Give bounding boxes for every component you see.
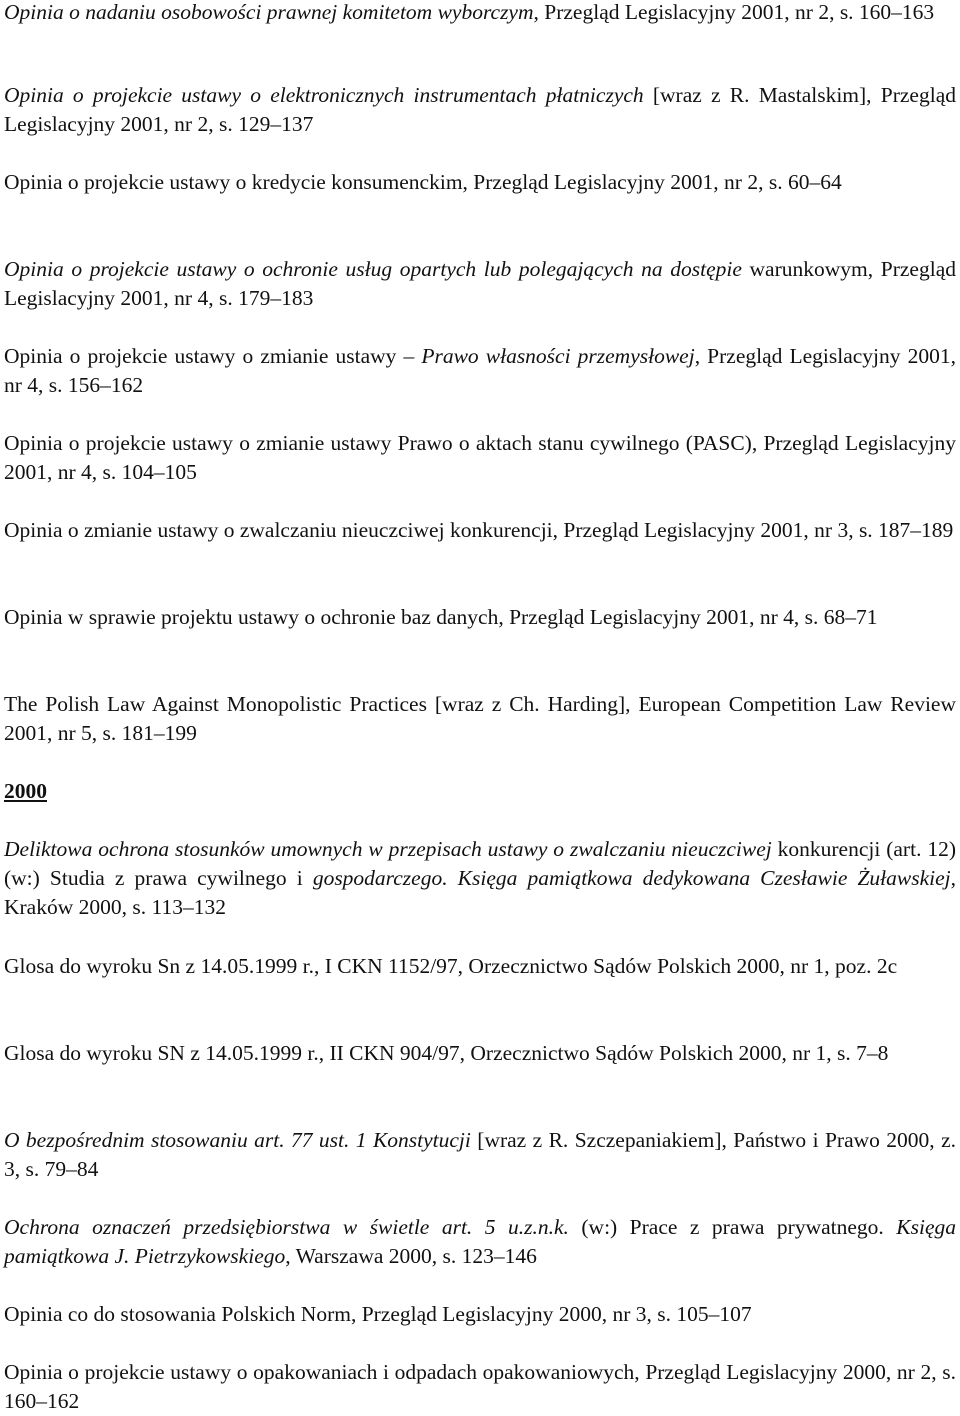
entry-segment: gospodarczego. Księga pamiątkowa dedykowana Czesławie Żuławskiej <box>312 866 951 890</box>
entry-segment: , Przegląd Legislacyjny 2001, nr 4, s. 156–162 <box>4 344 956 397</box>
entry-segment: Glosa do wyroku Sn z 14.05.1999 r., I CKN 1152/97, Orzecznictwo Sądów Polskich 2000, nr 1, poz. 2c <box>4 954 898 978</box>
entry-2001-5 <box>4 342 956 400</box>
entry-2000-7 <box>4 1358 956 1416</box>
entry-segment: Opinia co do stosowania Polskich Norm, Przegląd Legislacyjny 2000, nr 3, s. 105–107 <box>4 1302 752 1326</box>
entry-segment: Opinia o projekcie ustawy o opakowaniach i odpadach opakowaniowych, Przegląd Legislacyjny 2000, nr 2, s. 160–162 <box>4 1360 956 1413</box>
entry-segment: Opinia w sprawie projektu ustawy o ochronie baz danych, Przegląd Legislacyjny 2001, nr 4, s. 68–71 <box>4 605 878 629</box>
entry-2000-3 <box>4 1039 956 1068</box>
entry-segment: (w:) Prace z prawa prywatnego. <box>568 1215 897 1239</box>
year-heading: 2000 <box>4 779 47 803</box>
entry-segment: , Kraków 2000, s. 113–132 <box>4 866 956 919</box>
entry-2001-3 <box>4 168 956 197</box>
entry-segment: Opinia o projekcie ustawy o kredycie konsumenckim, Przegląd Legislacyjny 2001, nr 2, s. 60–64 <box>4 170 842 194</box>
entry-2000-6 <box>4 1300 956 1329</box>
entry-segment: Prawo własności przemysłowej <box>421 344 695 368</box>
entry-segment: Deliktowa ochrona stosunków umownych w przepisach ustawy o zwalczaniu nieuczciwej <box>4 837 772 861</box>
entry-2000-5 <box>4 1213 956 1271</box>
entry-segment: Opinia o projekcie ustawy o ochronie usług opartych lub polegających na dostępie <box>4 257 742 281</box>
entry-2001-8 <box>4 603 956 632</box>
entry-2001-2 <box>4 81 956 139</box>
entry-segment: warunkowym, Przegląd Legislacyjny 2001, nr 4, s. 179–183 <box>4 257 956 310</box>
entry-2001-1 <box>4 0 956 27</box>
entry-segment: Opinia o nadaniu osobowości prawnej komitetom wyborczym <box>4 0 534 24</box>
entry-segment: [wraz z R. Szczepaniakiem], Państwo i Prawo 2000, z. 3, s. 79–84 <box>4 1128 956 1181</box>
entry-segment: Glosa do wyroku SN z 14.05.1999 r., II CKN 904/97, Orzecznictwo Sądów Polskich 2000, nr 1, s. 7–8 <box>4 1041 889 1065</box>
entry-2001-4 <box>4 255 956 313</box>
entry-segment: Opinia o projekcie ustawy o zmianie ustawy – <box>4 344 422 368</box>
entry-segment: [wraz z R. Mastalskim], Przegląd Legislacyjny 2001, nr 2, s. 129–137 <box>4 83 956 136</box>
entry-segment: Ochrona oznaczeń przedsiębiorstwa w świetle art. 5 u.z.n.k. <box>4 1215 569 1239</box>
entry-2001-9 <box>4 690 956 748</box>
entry-segment: , Przegląd Legislacyjny 2001, nr 2, s. 160–163 <box>533 0 935 24</box>
entry-segment: The Polish Law Against Monopolistic Practices [wraz z Ch. Harding], European Competition Law Review 2001, nr 5, s. 181–199 <box>4 692 956 745</box>
entry-segment: Księga pamiątkowa J. Pietrzykowskiego <box>4 1215 956 1268</box>
entry-segment: Opinia o zmianie ustawy o zwalczaniu nieuczciwej konkurencji, Przegląd Legislacyjny 2001, nr 3, s. 187–189 <box>4 518 954 542</box>
entry-2001-6 <box>4 429 956 487</box>
entry-2001-7 <box>4 516 956 545</box>
entry-segment: Opinia o projekcie ustawy o zmianie ustawy Prawo o aktach stanu cywilnego (PASC), Przegląd Legislacyjny 2001, nr 4, s. 104–105 <box>4 431 956 484</box>
entry-2000-4 <box>4 1126 956 1184</box>
entry-segment: , Warszawa 2000, s. 123–146 <box>285 1244 537 1268</box>
entry-segment: Opinia o projekcie ustawy o elektronicznych instrumentach płatniczych <box>4 83 644 107</box>
entry-2000-2 <box>4 952 956 981</box>
entry-2000-1 <box>4 835 956 922</box>
entry-segment: konkurencji (art. 12) (w:) Studia z prawa cywilnego i <box>4 837 956 890</box>
entry-segment: O bezpośrednim stosowaniu art. 77 ust. 1 Konstytucji <box>4 1128 471 1152</box>
